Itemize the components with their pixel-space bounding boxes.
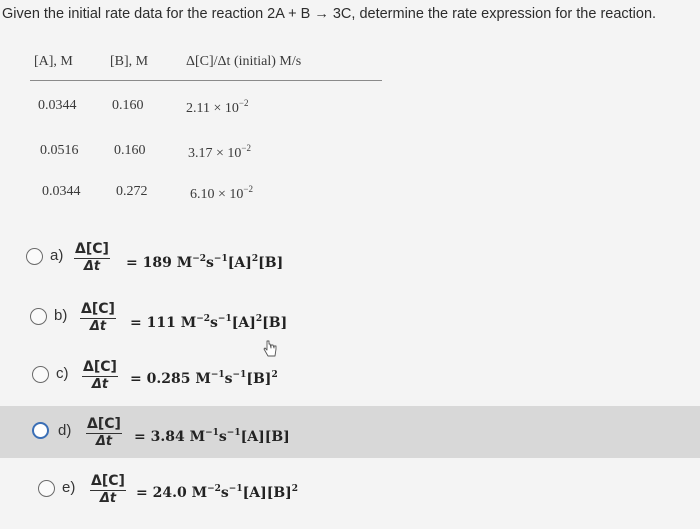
option-d-letter: d) xyxy=(58,422,72,439)
row3-b: 0.272 xyxy=(116,184,148,199)
row2-rate: $3.17 \times 10^{-2}$ xyxy=(188,143,251,161)
option-b[interactable] xyxy=(0,296,700,348)
row2-b: 0.160 xyxy=(114,143,146,158)
option-a-radio[interactable] xyxy=(26,248,43,265)
option-d-radio[interactable] xyxy=(32,422,49,439)
header-b-conc: [B], M xyxy=(110,54,149,69)
header-divider xyxy=(30,80,382,81)
option-a-letter: a) xyxy=(50,247,64,264)
rate-data-table xyxy=(0,0,700,210)
option-c-letter: c) xyxy=(56,365,69,382)
option-b-expression: = 111 $M^{-2}s^{-1}[A]^2[B]$ xyxy=(130,314,288,331)
option-c-radio[interactable] xyxy=(32,366,49,383)
option-c[interactable] xyxy=(0,354,700,406)
option-d[interactable] xyxy=(0,406,700,458)
option-d-expression: = 3.84 $M^{-1}s^{-1}[A][B]$ xyxy=(134,428,290,445)
header-a-conc: [A], M xyxy=(34,54,73,69)
option-b-radio[interactable] xyxy=(30,308,47,325)
row1-b: 0.160 xyxy=(112,98,144,113)
option-e-letter: e) xyxy=(62,479,76,496)
option-d-fraction: $\frac{\Delta[C]}{\Delta t}$ xyxy=(87,416,121,449)
option-c-expression: = 0.285 $M^{-1}s^{-1}[B]^2$ xyxy=(130,370,278,387)
row1-rate: $2.11 \times 10^{-2}$ xyxy=(186,98,249,116)
question-text: Given the initial rate data for the reaction 2A + B → 3C, determine the rate expression for the reaction. xyxy=(2,6,657,22)
option-a[interactable] xyxy=(0,238,700,290)
option-e-fraction: $\frac{\Delta[C]}{\Delta t}$ xyxy=(91,473,125,506)
option-a-fraction: $\frac{\Delta[C]}{\Delta t}$ xyxy=(75,241,109,274)
hand-cursor-icon xyxy=(262,340,278,358)
option-b-fraction: $\frac{\Delta[C]}{\Delta t}$ xyxy=(81,301,115,334)
option-c-fraction: $\frac{\Delta[C]}{\Delta t}$ xyxy=(83,359,117,392)
header-rate: Δ[C]/Δt (initial) M/s xyxy=(186,54,302,69)
row3-rate: $6.10 \times 10^{-2}$ xyxy=(190,184,253,202)
row2-a: 0.0516 xyxy=(40,143,79,158)
option-b-letter: b) xyxy=(54,307,68,324)
option-e-expression: = 24.0 $M^{-2}s^{-1}[A][B]^2$ xyxy=(136,484,299,501)
option-a-expression: = 189 $M^{-2}s^{-1}[A]^2[B]$ xyxy=(126,254,284,271)
option-e-radio[interactable] xyxy=(38,480,55,497)
option-e[interactable] xyxy=(0,468,700,520)
row1-a: 0.0344 xyxy=(38,98,77,113)
row3-a: 0.0344 xyxy=(42,184,81,199)
